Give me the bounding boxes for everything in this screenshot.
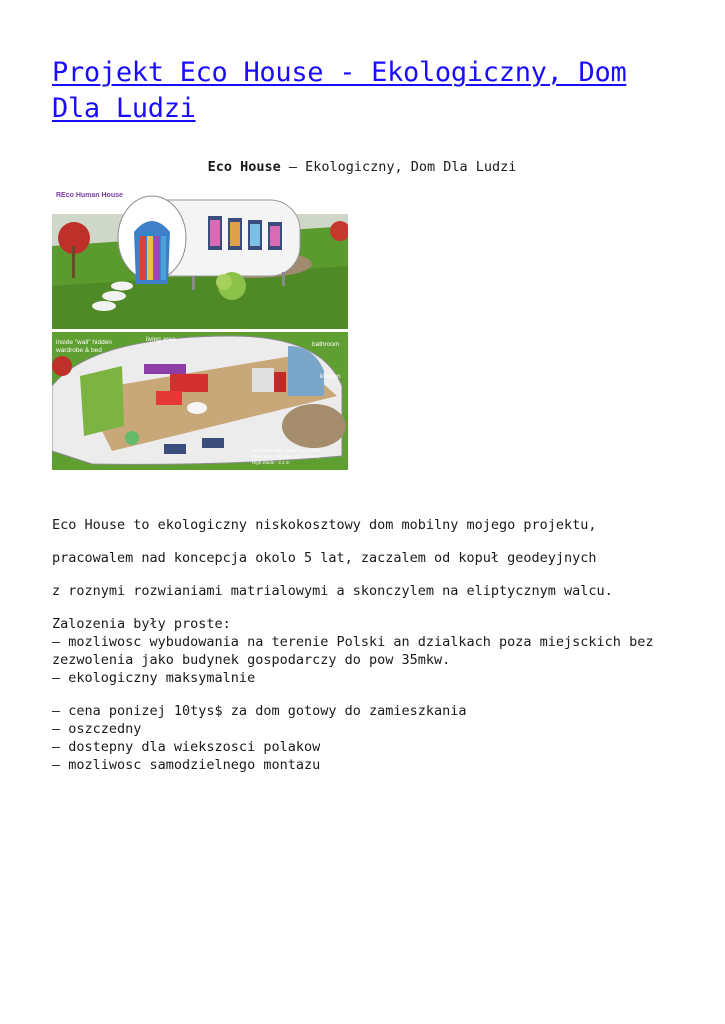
paragraph-requirements — [52, 702, 672, 774]
spec-line-3: High inside - 3.1 m — [252, 460, 290, 465]
spec-line-1: Solid materials - paper honeycomb — [252, 448, 322, 453]
paragraph-assumptions — [52, 615, 672, 687]
page-title — [52, 55, 672, 127]
label-wardrobe-1: inside "wall" hidden — [56, 339, 112, 346]
exterior-view — [52, 186, 348, 329]
label-bathroom: bathroom — [312, 341, 340, 348]
interior-view — [52, 332, 348, 470]
assumption-item: – ekologiczny maksymalnie — [52, 670, 256, 686]
requirement-item: – cena ponizej 10tys$ za dom gotowy do zamieszkania — [52, 703, 467, 719]
paragraph-1: Eco House to ekologiczny niskokosztowy dom mobilny mojego projektu, — [52, 517, 597, 533]
assumptions-heading: Zalozenia były proste: — [52, 616, 231, 632]
requirement-item: – dostepny dla wiekszosci polakow — [52, 739, 321, 755]
caption-text: – Ekologiczny, Dom Dla Ludzi — [280, 159, 517, 175]
eco-house-illustration — [52, 186, 348, 470]
title-link[interactable]: Projekt Eco House - Ekologiczny, Dom Dla Ludzi — [52, 57, 627, 124]
paragraph-2: pracowalem nad koncepcja okolo 5 lat, zaczalem od kopuł geodeyjnych — [52, 550, 597, 566]
paragraph-3: z roznymi rozwianiami matrialowymi a skonczylem na eliptycznym walcu. — [52, 583, 613, 599]
label-kitchen: kitchen — [320, 373, 341, 380]
spec-line-2: Floor area - 35 sqm (10m x 3.5m) — [252, 454, 320, 459]
image-caption — [52, 158, 672, 176]
requirement-item: – oszczedny — [52, 721, 142, 737]
assumption-item: – mozliwosc wybudowania na terenie Polski an dzialkach poza miejsckich bez zezwolenia jako budynek gospodarczy do pow 35mkw. — [52, 634, 654, 668]
requirement-item: – mozliwosc samodzielnego montazu — [52, 757, 321, 773]
article-body — [52, 516, 672, 789]
label-wardrobe-2: wardrobe & bed — [56, 347, 102, 354]
figure-top-label: REco Human House — [56, 192, 123, 199]
caption-bold: Eco House — [207, 159, 281, 175]
label-living-area: living area — [146, 336, 176, 343]
